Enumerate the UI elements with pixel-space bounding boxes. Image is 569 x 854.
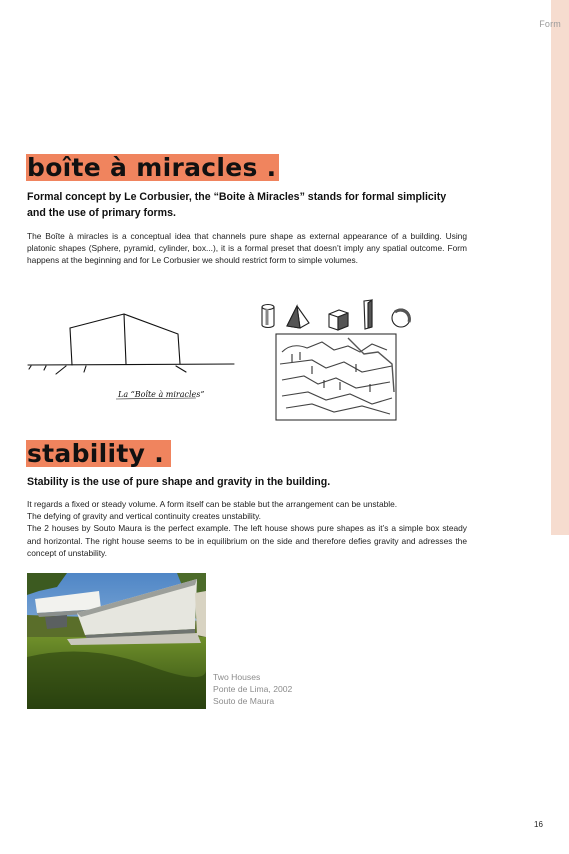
boite-a-miracles-lead: Formal concept by Le Corbusier, the “Boite à Miracles” stands for formal simplicity and the use of primary forms. <box>27 191 447 219</box>
side-color-band <box>551 0 569 535</box>
platonic-shapes-and-engraving <box>252 292 422 424</box>
cube-shape <box>329 310 348 330</box>
pyramid-shape <box>287 306 309 328</box>
stability-body-line-1: It regards a fixed or steady volume. A form itself can be stable but the arrangement can be unstable. <box>27 499 398 509</box>
two-houses-photo <box>27 573 206 709</box>
svg-text:La “Boîte à miracles”: La “Boîte à miracles” <box>118 390 205 399</box>
stability-body <box>27 498 467 559</box>
stability-heading: stability . <box>26 440 171 467</box>
sphere-shape <box>392 309 410 327</box>
section-label: Form <box>539 19 561 29</box>
boite-a-miracles-heading: boîte à miracles . <box>26 154 279 181</box>
caption-line-3: Souto de Maura <box>213 696 275 706</box>
stability-body-line-2: The defying of gravity and vertical continuity creates unstability. <box>27 511 261 522</box>
caption-line-1: Two Houses <box>213 672 261 682</box>
stability-body-line-3: The 2 houses by Souto Maura is the perfect example. The left house shows pure shapes as it’s a simple box steady and horizontal. The right house seems to be in equilibrium on the side and therefore defies gravity and adresses the concept of unstability. <box>27 523 467 558</box>
boite-a-miracles-body: The Boîte à miracles is a conceptual idea that channels pure shape as external appearance of a building. Using platonic shapes (Sphere, pyramid, cylinder, box...), it is a formal preset that doesn’t imply any spatial outcome. Form happens at the beginning and for Le Corbusier we should restrict form to simple volumes. <box>27 231 467 266</box>
boite-sketch-drawing <box>26 300 236 412</box>
photo-caption <box>213 671 292 707</box>
city-engraving <box>276 334 396 420</box>
caption-line-2: Ponte de Lima, 2002 <box>213 684 293 694</box>
sketch-handwriting <box>116 390 204 399</box>
stability-lead: Stability is the use of pure shape and gravity in the building. <box>27 476 331 488</box>
prism-shape <box>364 300 372 329</box>
cylinder-shape <box>262 305 274 328</box>
page-number: 16 <box>534 820 543 829</box>
